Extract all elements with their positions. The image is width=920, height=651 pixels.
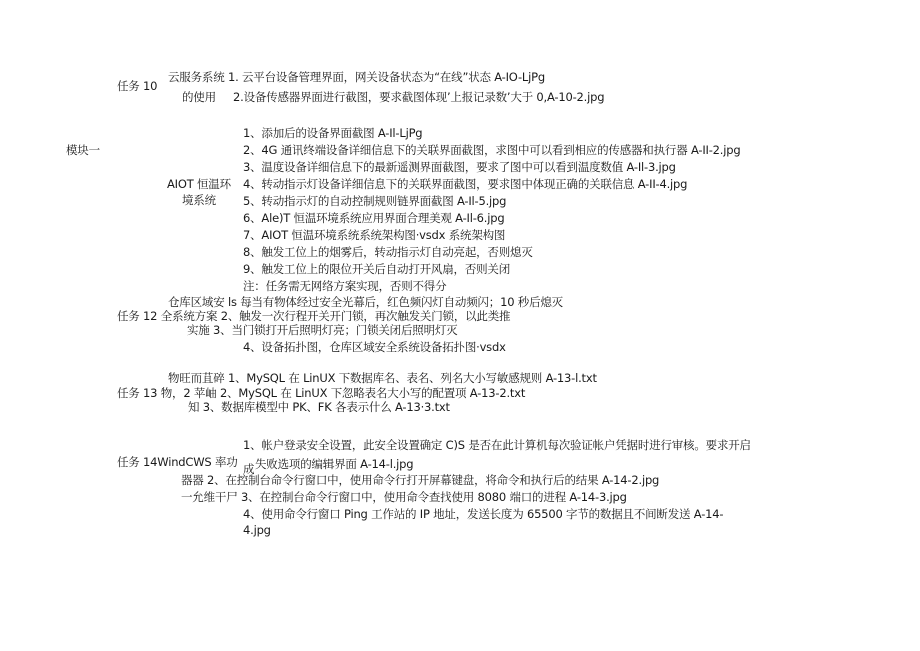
task14-label: 任务 14WindCWS 率功 (117, 455, 238, 469)
task13-line1: 物旺而苴碎 1、MySQL 在 LinUX 下数据库名、表名、列名大小写敏感规则 A-13-l.txt (168, 371, 597, 385)
task13-line3: 知 3、数据库模型中 PK、FK 各表示什么 A-13·3.txt (188, 400, 450, 414)
task10-line1: 云服务系统 1. 云平台设备管理界面，网关设备状态为“在线”状态 A-IO-LjPg (168, 70, 545, 84)
task11-item3: 3、温度设备详细信息下的最新遥测界面截图，要求了图中可以看到温度数值 A-Il-3.jpg (243, 160, 676, 174)
task11-note: 注：任务需无网络方案实现，否则不得分 (243, 279, 447, 293)
task11-item5: 5、转动指示灯的自动控制规则链界面截图 A-Il-5.jpg (243, 194, 507, 208)
task14-line2-char: 成 (243, 462, 255, 476)
task14-line4: 一允维干尸 3、在控制台命令行窗口中，使用命令查找使用 8080 端口的进程 A-14-3.jpg (181, 490, 627, 504)
task11-item4: 4、转动指示灯设备详细信息下的关联界面截图，要求图中体现正确的关联信息 A-II-4.jpg (243, 177, 688, 191)
task12-line1: 仓库区域安 ls 每当有物体经过安全光幕后，红色频闪灯自动频闪；10 秒后熄灭 (168, 295, 563, 309)
task14-line2: 失败选项的编辑界面 A-14-l.jpg (255, 457, 414, 471)
task14-line3: 器器 2、在控制台命令行窗口中，使用命令行打开屏幕键盘，将命令和执行后的结果 A-14-2.jpg (181, 473, 660, 487)
task11-item6: 6、Ale)T 恒温环境系统应用界面合理美观 A-Il-6.jpg (243, 211, 505, 225)
task11-item1: 1、添加后的设备界面截图 A-Il-LjPg (243, 126, 423, 140)
task10-subject-tail: 的使用 (182, 90, 216, 104)
task11-item9: 9、触发工位上的限位开关后自动打开风扇，否则关闭 (243, 262, 511, 276)
task14-line6: 4.jpg (243, 523, 271, 537)
task12-line4: 4、设备拓扑图，仓库区域安全系统设备拓扑图·vsdx (243, 340, 506, 354)
task12-line3: 实施 3、当门锁打开后照明灯亮；门锁关闭后照明灯灭 (187, 323, 458, 337)
task11-subject: AIOT 恒温环 (167, 177, 231, 191)
task11-subject-tail: 境系统 (182, 193, 216, 207)
task11-item7: 7、AIOT 恒温环境系统系统架构图·vsdx 系统架构图 (243, 228, 506, 242)
task10-line2: 2.设备传感器界面进行截图，要求截图体现’上报记录数’大于 0,A-10-2.jpg (233, 90, 605, 104)
task13-line2: 任务 13 物，2 苹岫 2、MySQL 在 LinUX 下忽略表名大小写的配置项 A-13-2.txt (117, 386, 526, 400)
task14-line1: 1、帐户登录安全设置，此安全设置确定 C)S 是否在此计算机每次验证帐户凭据时进行审核。要求开启 (243, 438, 751, 452)
task12-line2: 任务 12 全系统方案 2、触发一次行程开关开门锁，再次触发关门锁，以此类推 (117, 309, 511, 323)
task10-label: 任务 10 (117, 79, 158, 93)
task11-item8: 8、触发工位上的烟雾后，转动指示灯自动亮起，否则熄灭 (243, 245, 533, 259)
task11-item2: 2、4G 通讯终端设备详细信息下的关联界面截图，求图中可以看到相应的传感器和执行器 A-II-2.jpg (243, 143, 741, 157)
module-label: 模块一 (66, 143, 100, 157)
task14-line5: 4、使用命令行窗口 Ping 工作站的 IP 地址，发送长度为 65500 字节的数据且不间断发送 A-14- (243, 507, 724, 521)
